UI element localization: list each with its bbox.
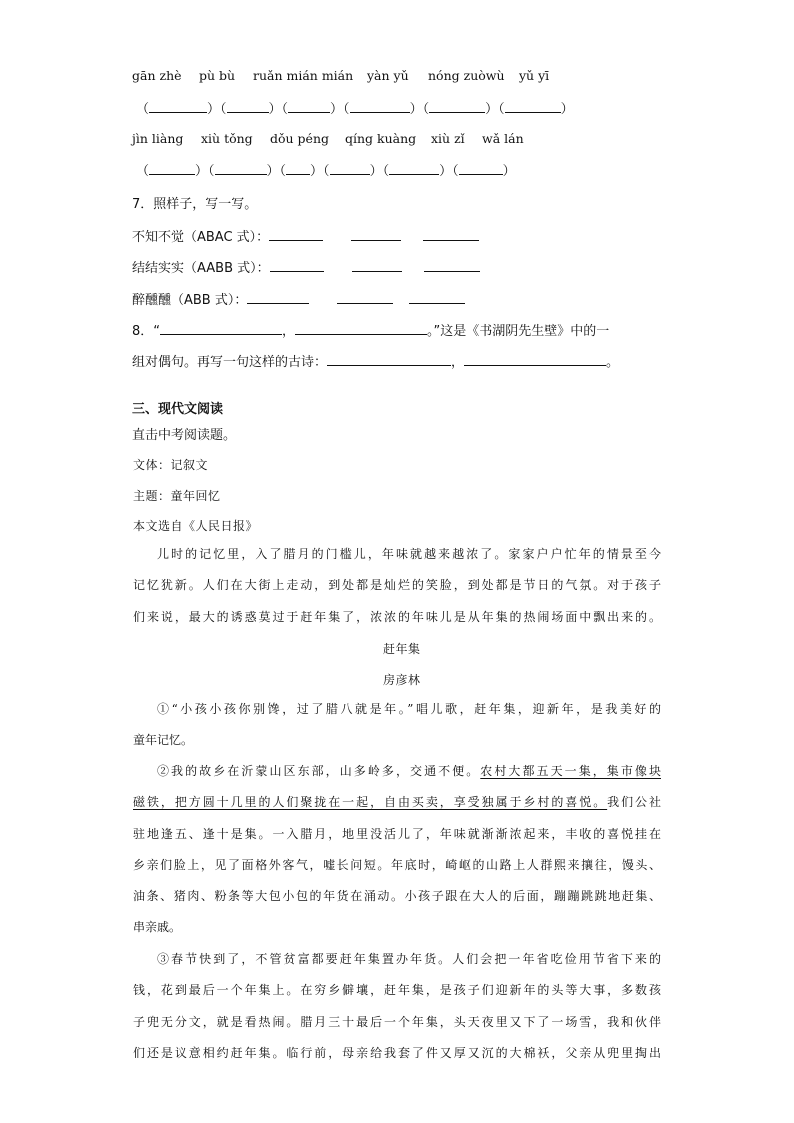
paragraph-line: 童年记忆。 <box>133 733 194 748</box>
item-label: 不知不觉（ABAC 式）： <box>132 230 270 245</box>
plain-text: ②我的故乡在沂蒙山区东部，山多岭多，交通不便。 <box>157 764 481 778</box>
article-title: 赶年集 <box>383 642 421 656</box>
pinyin-item: pù bù <box>199 68 236 83</box>
paragraph-line: 儿时的记忆里，入了腊月的门槛儿，年味就越来越浓了。家家户户忙年的情景至今 <box>157 547 661 561</box>
item-label: 醉醺醺（ABB 式）： <box>132 293 248 308</box>
pinyin-item: nóng zuòwù <box>428 68 505 83</box>
section-heading: 三、现代文阅读 <box>132 402 224 417</box>
answer-blank[interactable] <box>459 162 503 175</box>
q8-comma: ， <box>282 324 296 339</box>
plain-text: 我们公社 <box>607 795 661 810</box>
item-label: 结结实实（AABB 式）： <box>132 261 270 276</box>
answer-blank[interactable] <box>423 228 479 241</box>
answer-blanks-row-2: （ ）（ ）（ ）（ ）（ ）（ ） <box>136 164 516 179</box>
answer-blank[interactable] <box>269 228 323 241</box>
underlined-text: 农村大都五天一集，集市像块 <box>480 764 661 778</box>
question-8-line-1 <box>132 320 609 339</box>
q8-line2-prefix: 组对偶句。再写一句这样的古诗： <box>132 355 328 370</box>
question-7-item-3 <box>132 289 465 308</box>
paragraph-3 <box>133 944 661 1069</box>
answer-blank[interactable] <box>424 259 480 272</box>
theme-label: 主题：童年回忆 <box>133 489 221 503</box>
pinyin-item: yàn yǔ <box>367 68 409 83</box>
answer-blank[interactable] <box>270 259 324 272</box>
pinyin-item: jìn liàng <box>132 131 184 146</box>
q8-suffix: 。”这是《书湖阴先生壁》中的一 <box>427 324 610 339</box>
answer-blank[interactable] <box>286 162 310 175</box>
answer-blank[interactable] <box>295 322 427 335</box>
source-label: 本文选自《人民日报》 <box>133 519 259 533</box>
pinyin-item: qíng kuàng <box>345 131 417 146</box>
paragraph-line: 们还是议意相约赶年集。临行前，母亲给我套了件又厚又沉的大棉袄，父亲从兜里掏出 <box>133 1045 661 1060</box>
paragraph-line: ①“小孩小孩你别馋，过了腊八就是年。”唱儿歌，赶年集，迎新年，是我美好的 <box>157 702 661 716</box>
answer-blank[interactable] <box>351 228 401 241</box>
paragraph-line: 钱，花到最后一个年集上。在穷乡僻壤，赶年集，是孩子们迎新年的头等大事，多数孩 <box>133 983 661 998</box>
answer-blank[interactable] <box>350 100 410 113</box>
q8-line2-end: 。 <box>606 355 620 370</box>
answer-blank[interactable] <box>505 100 561 113</box>
answer-blank[interactable] <box>149 100 207 113</box>
paragraph-line: 油条、猪肉、粉条等大包小包的年货在涌动。小孩子跟在大人的后面，蹦蹦跳跳地赶集、 <box>133 889 661 904</box>
genre-label: 文体：记叙文 <box>133 458 209 472</box>
answer-blank[interactable] <box>409 291 465 304</box>
answer-blank[interactable] <box>464 353 606 366</box>
paragraph-2 <box>133 756 661 944</box>
intro-paragraph <box>133 539 661 633</box>
question-7-item-2 <box>132 257 480 276</box>
answer-blank[interactable] <box>149 162 195 175</box>
question-7-title: 7．照样子，写一写。 <box>132 197 258 212</box>
paragraph-line: 乡亲们脸上，见了面格外客气，嘘长问短。年底时，崎岖的山路上人群熙来攘往，馒头、 <box>133 857 661 872</box>
underlined-text: 磁铁，把方圆十几里的人们聚拢在一起，自由买卖，享受独属于乡村的喜悦。 <box>133 795 608 810</box>
paragraph-line: 串亲戚。 <box>133 920 182 935</box>
paragraph-line: 记忆犹新。人们在大街上走动，到处都是灿烂的笑脸，到处都是节日的气氛。对于孩子 <box>133 578 661 593</box>
pinyin-item: dǒu péng <box>270 131 330 146</box>
q8-prefix: 8．“ <box>132 324 161 339</box>
paragraph-line <box>133 756 661 787</box>
article-author: 房彦林 <box>383 673 421 687</box>
answer-blank[interactable] <box>160 322 282 335</box>
q8-line2-comma: ， <box>451 355 465 370</box>
answer-blank[interactable] <box>215 162 267 175</box>
answer-blank[interactable] <box>330 162 370 175</box>
pinyin-item: wǎ lán <box>482 131 524 146</box>
paragraph-line: ③春节快到了，不管贫富都要赶年集置办年货。人们会把一年省吃俭用节省下来的 <box>157 952 661 966</box>
question-8-line-2 <box>132 351 619 370</box>
answer-blank[interactable] <box>337 291 393 304</box>
question-7-item-1 <box>132 226 479 245</box>
paragraph-line: 们来说，最大的诱惑莫过于赶年集了，浓浓的年味儿是从年集的热闹场面中飘出来的。 <box>133 609 661 624</box>
answer-blanks-row-1: （ ）（ ）（ ）（ ）（ ）（ ） <box>136 102 574 117</box>
answer-blank[interactable] <box>352 259 402 272</box>
pinyin-item: gān zhè <box>132 68 182 83</box>
paragraph-1 <box>133 694 661 757</box>
paragraph-line: 驻地逢五、逢十是集。一入腊月，地里没活儿了，年味就渐渐浓起来，丰收的喜悦挂在 <box>133 826 661 841</box>
pinyin-item: xiù zǐ <box>431 131 465 146</box>
paragraph-line <box>133 787 661 818</box>
answer-blank[interactable] <box>389 162 439 175</box>
pinyin-item: yǔ yī <box>519 68 550 83</box>
section-intro: 直击中考阅读题。 <box>132 428 237 443</box>
answer-blank[interactable] <box>288 100 330 113</box>
answer-blank[interactable] <box>227 100 269 113</box>
pinyin-item: xiù tǒng <box>201 131 253 146</box>
pinyin-item: ruǎn mián mián <box>253 68 354 83</box>
answer-blank[interactable] <box>327 353 451 366</box>
answer-blank[interactable] <box>247 291 309 304</box>
answer-blank[interactable] <box>429 100 485 113</box>
paragraph-line: 子兜无分文，就是看热闹。腊月三十最后一个年集，头天夜里又下了一场雪，我和伙伴 <box>133 1014 661 1029</box>
